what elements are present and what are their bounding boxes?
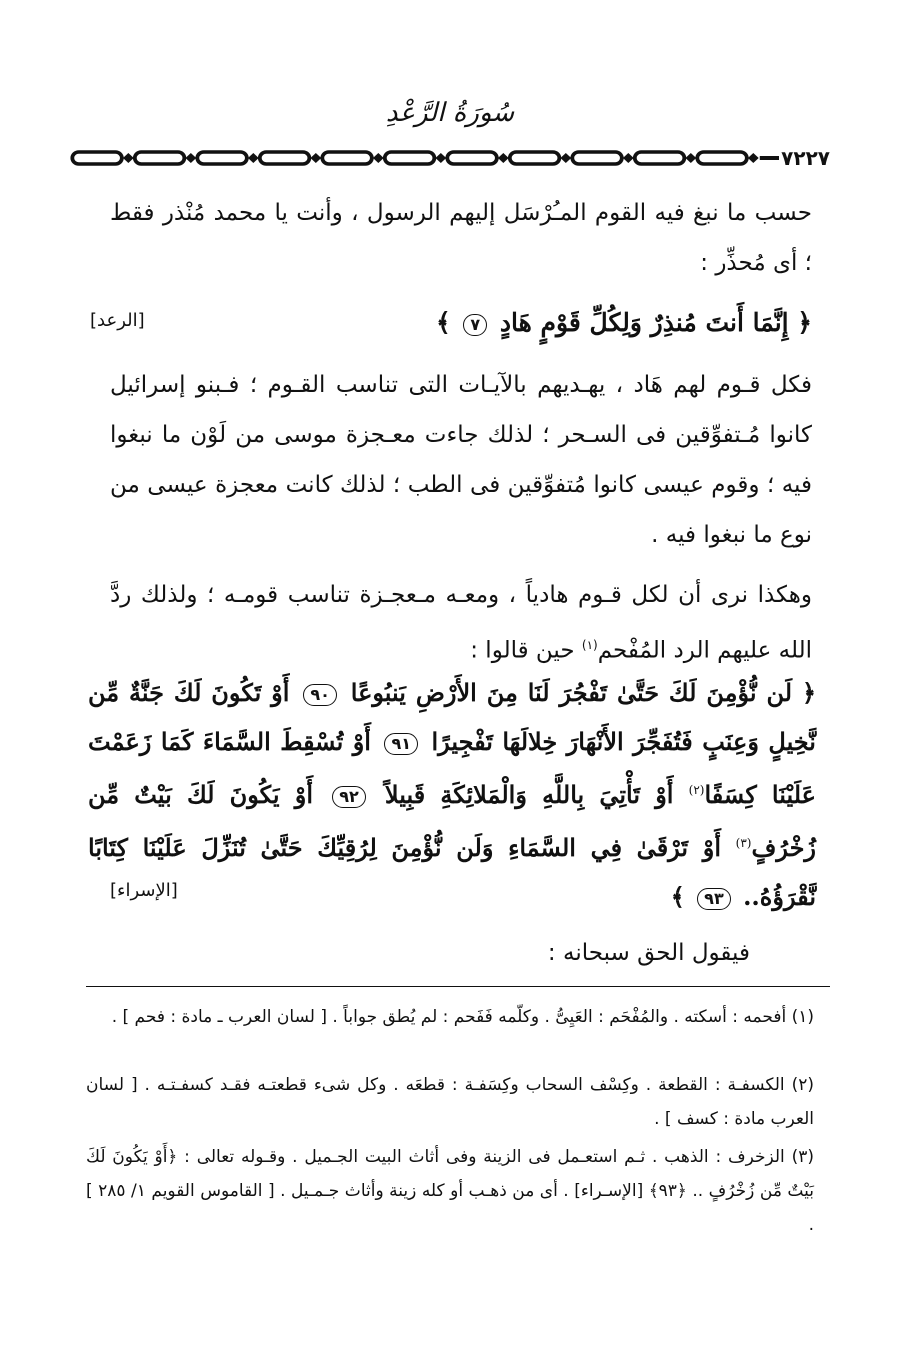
verse-text: إِنَّمَا أَنتَ مُنذِرٌ وَلِكُلِّ قَوْمٍ هَادٍ (499, 308, 789, 337)
verse-number: ٩٠ (303, 684, 337, 706)
verse-isra-90-93 (88, 668, 816, 921)
verse-open-bracket: ﴿ (797, 308, 812, 337)
footnote-marker: (٢) (688, 783, 705, 797)
verse-number: ٩٣ (697, 888, 731, 910)
header-ornament-bar (68, 146, 832, 170)
surah-title: سُورَةُ الرَّعْدِ (385, 98, 515, 128)
paragraph-1: حسب ما نبغ فيه القوم المـُرْسَل إليهم الرسول ، وأنت يا محمد مُنْذر فقط ؛ أى مُحذِّر : (110, 200, 812, 276)
surah-reference: [الرعد] (90, 310, 145, 331)
verse-text: أَوْ تَرْقَىٰ فِي السَّمَاءِ وَلَن نُّؤْمِنَ لِرُقِيِّكَ حَتَّىٰ تُنَزِّلَ عَلَيْنَا كِتَابًا نَّقْرَؤُهُ.. (88, 833, 816, 911)
paragraph-3 (110, 570, 812, 676)
verse-rad-7 (100, 298, 812, 348)
paragraph-3-text: وهكذا نرى أن لكل قـوم هادياً ، ومعـه مـعجـزة تناسب قومـه ؛ ولذلك ردَّ الله عليهم الرد المُفْحم (110, 582, 812, 664)
footnote-3: (٣) الزخرف : الذهب . ثـم استعـمل فى الزينة وفى أثاث البيت الجـميل . وقـوله تعالى : ﴿أَوْ يَكُونَ لَكَ بَيْتٌ مِّن زُخْرُفٍ .. ﴿٩٣﴾ [الإسـراء] . أى من ذهـب أو كله زينة وأثاث جـمـيل . [ القاموس القويم ١/ ٢٨٥ ] . (86, 1147, 814, 1235)
footnote-1: (١) أفحمه : أسكته . والمُفْحَم : العَيِىُّ . وكلّمه فَفَحم : لم يُطق جواباً . [ لسان العرب ـ مادة : فحم ] . (111, 1007, 814, 1027)
chain-ornament-icon (68, 146, 779, 170)
verse-number: ٩١ (384, 733, 418, 755)
verse-text: لَن نُّؤْمِنَ لَكَ حَتَّىٰ تَفْجُرَ لَنَا مِنَ الأَرْضِ يَنبُوعًا (350, 678, 793, 707)
page-number: ٧٢٢٧ (781, 146, 830, 170)
verse-close-bracket: ﴾ (435, 308, 451, 337)
footnote-marker: (١) (581, 638, 598, 652)
verse-number: ٧ (463, 314, 487, 336)
paragraph-3-end: حين قالوا : (470, 637, 582, 664)
paragraph-2: فكل قـوم لهم هَاد ، يهـديهم بالآيـات التى تناسب القـوم ؛ فـبنو إسرائيل كانوا مُـتفوِّقين فى السـحر ؛ لذلك جاءت معـجزة موسى من لَوْن ما نبغوا فيه ؛ وقوم عيسى كانوا مُتفوِّقين فى الطب ؛ لذلك كانت معجزة عيسى من نوع ما نبغوا فيه . (110, 372, 812, 548)
footnote-marker: (٣) (735, 836, 752, 850)
verse-text: أَوْ تُسْقِطَ السَّمَاءَ كَمَا زَعَمْتَ عَلَيْنَا كِسَفًا (88, 727, 816, 809)
verse-open-bracket: ﴿ (801, 678, 817, 707)
surah-reference: [الإسراء] (110, 880, 178, 901)
paragraph-4: فيقول الحق سبحانه : (547, 940, 750, 966)
verse-text: أَوْ يَكُونَ لَكَ بَيْتٌ مِّن زُخْرُفٍ (88, 780, 816, 862)
verse-text: أَوْ تَكُونَ لَكَ جَنَّةٌ مِّن نَّخِيلٍ وَعِنَبٍ فَتُفَجِّرَ الأَنْهَارَ خِلالَهَا تَفْجِيرًا (88, 678, 816, 756)
verse-text: أَوْ تَأْتِيَ بِاللَّهِ وَالْمَلائِكَةِ قَبِيلاً (384, 780, 674, 809)
footnote-separator (86, 986, 830, 987)
verse-number: ٩٢ (332, 786, 366, 808)
verse-close-bracket: ﴾ (670, 882, 685, 911)
footnote-2: (٢) الكسفـة : القطعة . وكِسْف السحاب وكِسَفـة : قطعَه . وكل شىء قطعتـه فقـد كسفـتـه . [ لسان العرب مادة : كسف ] . (86, 1075, 814, 1129)
